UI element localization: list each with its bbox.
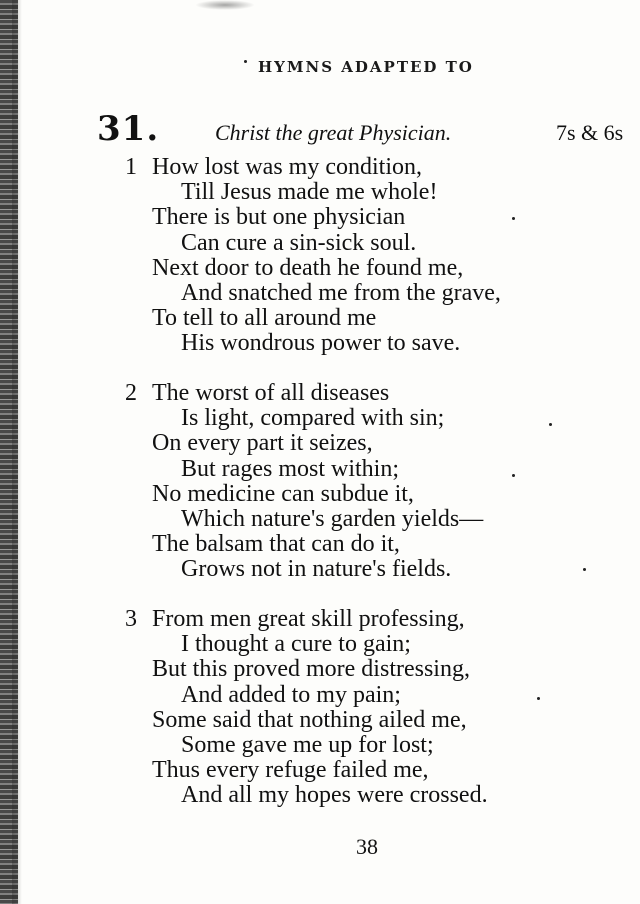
- stanza-line: His wondrous power to save.: [181, 330, 461, 357]
- scan-speck: [244, 60, 247, 63]
- stanza-line: But this proved more distressing,: [152, 656, 470, 683]
- scan-speck: [537, 697, 540, 700]
- stanza-line: There is but one physician: [152, 204, 406, 231]
- verse-number: 2: [125, 380, 137, 406]
- stanza-line: But rages most within;: [181, 455, 399, 482]
- stanza-line: And snatched me from the grave,: [181, 280, 501, 307]
- scan-speck: [512, 217, 515, 220]
- running-head: HYMNS ADAPTED TO: [258, 58, 474, 76]
- stanza-line: To tell to all around me: [152, 305, 377, 332]
- stanza-line: The balsam that can do it,: [152, 531, 400, 558]
- scan-speck: [512, 474, 515, 477]
- stanza-line: On every part it seizes,: [152, 430, 373, 457]
- stanza-line: I thought a cure to gain;: [181, 631, 411, 658]
- stanza-line: From men great skill professing,: [152, 606, 465, 632]
- binding-edge: [0, 0, 18, 904]
- stanza-2: [125, 381, 625, 583]
- stanza-3: [125, 607, 625, 809]
- scan-speck: [583, 568, 586, 571]
- stanza-line: Can cure a sin-sick soul.: [181, 229, 417, 256]
- stanza-line: Next door to death he found me,: [152, 254, 464, 281]
- stanza-line: No medicine can subdue it,: [152, 480, 414, 507]
- stanza-line: Some said that nothing ailed me,: [152, 706, 467, 733]
- verse-number: 1: [125, 154, 137, 180]
- stanza-1: [125, 155, 625, 357]
- hymn-title: Christ the great Physician.: [215, 120, 452, 145]
- stanza-line: And added to my pain;: [181, 681, 401, 708]
- stanza-line: Grows not in nature's fields.: [181, 556, 452, 583]
- ink-smudge: [195, 0, 255, 10]
- hymn-number: 31.: [97, 109, 160, 149]
- stanza-line: Thus every refuge failed me,: [152, 757, 429, 784]
- stanza-line: Till Jesus made me whole!: [181, 179, 438, 206]
- verse-number: 3: [125, 606, 137, 632]
- stanza-line: Some gave me up for lost;: [181, 732, 434, 759]
- scan-speck: [549, 423, 552, 426]
- stanza-line: How lost was my condition,: [152, 154, 422, 180]
- hymn-meter: 7s & 6s: [556, 120, 624, 145]
- stanza-line: Is light, compared with sin;: [181, 405, 445, 432]
- stanza-line: Which nature's garden yields—: [181, 506, 484, 533]
- stanza-line: And all my hopes were crossed.: [181, 782, 488, 809]
- stanza-line: The worst of all diseases: [152, 380, 390, 406]
- page-number: 38: [356, 834, 378, 859]
